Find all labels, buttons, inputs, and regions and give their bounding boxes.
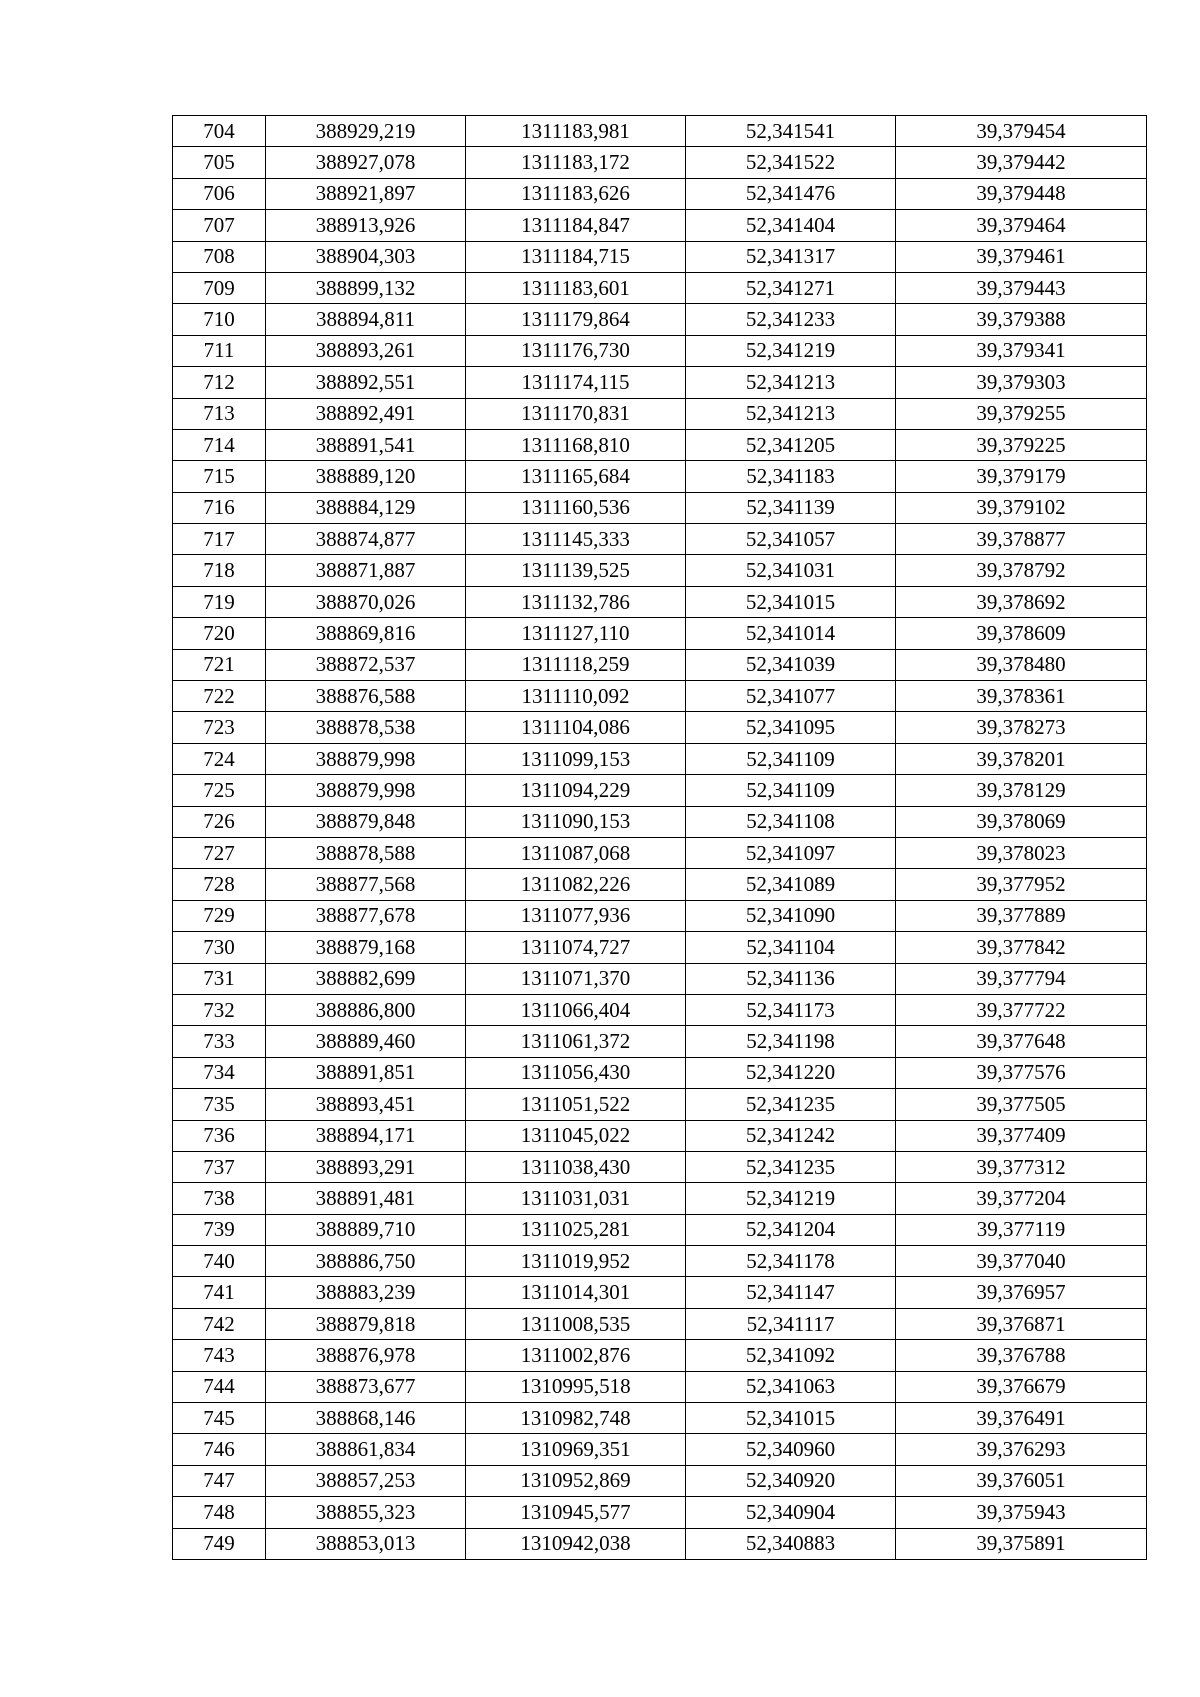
longitude-cell: 39,377505 — [896, 1089, 1147, 1120]
latitude-cell: 52,341109 — [686, 743, 896, 774]
longitude-cell: 39,379179 — [896, 461, 1147, 492]
latitude-cell: 52,341219 — [686, 335, 896, 366]
x-coordinate-cell: 388872,537 — [266, 649, 466, 680]
point-number-cell: 708 — [173, 241, 266, 272]
longitude-cell: 39,377576 — [896, 1057, 1147, 1088]
latitude-cell: 52,341031 — [686, 555, 896, 586]
y-coordinate-cell: 1311025,281 — [466, 1214, 686, 1245]
table-row — [173, 524, 1147, 555]
latitude-cell: 52,340883 — [686, 1528, 896, 1559]
x-coordinate-cell: 388891,481 — [266, 1183, 466, 1214]
latitude-cell: 52,341089 — [686, 869, 896, 900]
y-coordinate-cell: 1310945,577 — [466, 1497, 686, 1528]
longitude-cell: 39,379454 — [896, 116, 1147, 147]
x-coordinate-cell: 388927,078 — [266, 147, 466, 178]
y-coordinate-cell: 1311074,727 — [466, 932, 686, 963]
x-coordinate-cell: 388879,818 — [266, 1308, 466, 1339]
y-coordinate-cell: 1311127,110 — [466, 618, 686, 649]
x-coordinate-cell: 388879,168 — [266, 932, 466, 963]
longitude-cell: 39,375943 — [896, 1497, 1147, 1528]
x-coordinate-cell: 388874,877 — [266, 524, 466, 555]
point-number-cell: 715 — [173, 461, 266, 492]
y-coordinate-cell: 1311061,372 — [466, 1026, 686, 1057]
point-number-cell: 734 — [173, 1057, 266, 1088]
y-coordinate-cell: 1311139,525 — [466, 555, 686, 586]
longitude-cell: 39,376788 — [896, 1340, 1147, 1371]
latitude-cell: 52,341039 — [686, 649, 896, 680]
longitude-cell: 39,377842 — [896, 932, 1147, 963]
latitude-cell: 52,341139 — [686, 492, 896, 523]
point-number-cell: 741 — [173, 1277, 266, 1308]
longitude-cell: 39,379255 — [896, 398, 1147, 429]
y-coordinate-cell: 1310995,518 — [466, 1371, 686, 1402]
y-coordinate-cell: 1311099,153 — [466, 743, 686, 774]
table-row — [173, 1151, 1147, 1182]
point-number-cell: 717 — [173, 524, 266, 555]
point-number-cell: 738 — [173, 1183, 266, 1214]
y-coordinate-cell: 1311160,536 — [466, 492, 686, 523]
x-coordinate-cell: 388889,120 — [266, 461, 466, 492]
latitude-cell: 52,341522 — [686, 147, 896, 178]
latitude-cell: 52,341205 — [686, 429, 896, 460]
coordinates-table-body — [173, 116, 1147, 1560]
longitude-cell: 39,378201 — [896, 743, 1147, 774]
longitude-cell: 39,376491 — [896, 1403, 1147, 1434]
x-coordinate-cell: 388892,491 — [266, 398, 466, 429]
y-coordinate-cell: 1311183,981 — [466, 116, 686, 147]
latitude-cell: 52,341235 — [686, 1089, 896, 1120]
table-row — [173, 1528, 1147, 1559]
longitude-cell: 39,376871 — [896, 1308, 1147, 1339]
longitude-cell: 39,379443 — [896, 272, 1147, 303]
table-row — [173, 1465, 1147, 1496]
x-coordinate-cell: 388877,568 — [266, 869, 466, 900]
point-number-cell: 707 — [173, 210, 266, 241]
table-row — [173, 743, 1147, 774]
table-row — [173, 1340, 1147, 1371]
x-coordinate-cell: 388878,588 — [266, 837, 466, 868]
y-coordinate-cell: 1311174,115 — [466, 367, 686, 398]
point-number-cell: 749 — [173, 1528, 266, 1559]
y-coordinate-cell: 1311132,786 — [466, 586, 686, 617]
point-number-cell: 704 — [173, 116, 266, 147]
x-coordinate-cell: 388871,887 — [266, 555, 466, 586]
point-number-cell: 729 — [173, 900, 266, 931]
y-coordinate-cell: 1311165,684 — [466, 461, 686, 492]
table-row — [173, 963, 1147, 994]
latitude-cell: 52,341213 — [686, 367, 896, 398]
latitude-cell: 52,341097 — [686, 837, 896, 868]
longitude-cell: 39,378273 — [896, 712, 1147, 743]
latitude-cell: 52,341015 — [686, 1403, 896, 1434]
y-coordinate-cell: 1311056,430 — [466, 1057, 686, 1088]
table-row — [173, 1403, 1147, 1434]
latitude-cell: 52,341090 — [686, 900, 896, 931]
table-row — [173, 1497, 1147, 1528]
table-row — [173, 335, 1147, 366]
point-number-cell: 732 — [173, 994, 266, 1025]
latitude-cell: 52,341404 — [686, 210, 896, 241]
y-coordinate-cell: 1311176,730 — [466, 335, 686, 366]
longitude-cell: 39,379388 — [896, 304, 1147, 335]
x-coordinate-cell: 388884,129 — [266, 492, 466, 523]
latitude-cell: 52,341235 — [686, 1151, 896, 1182]
coordinates-table — [172, 115, 1147, 1560]
longitude-cell: 39,375891 — [896, 1528, 1147, 1559]
latitude-cell: 52,341198 — [686, 1026, 896, 1057]
x-coordinate-cell: 388879,998 — [266, 743, 466, 774]
point-number-cell: 740 — [173, 1246, 266, 1277]
point-number-cell: 713 — [173, 398, 266, 429]
y-coordinate-cell: 1310952,869 — [466, 1465, 686, 1496]
y-coordinate-cell: 1310942,038 — [466, 1528, 686, 1559]
x-coordinate-cell: 388891,851 — [266, 1057, 466, 1088]
y-coordinate-cell: 1311145,333 — [466, 524, 686, 555]
table-row — [173, 272, 1147, 303]
y-coordinate-cell: 1311170,831 — [466, 398, 686, 429]
table-row — [173, 210, 1147, 241]
table-row — [173, 1308, 1147, 1339]
table-row — [173, 837, 1147, 868]
x-coordinate-cell: 388879,848 — [266, 806, 466, 837]
table-row — [173, 1026, 1147, 1057]
x-coordinate-cell: 388894,171 — [266, 1120, 466, 1151]
latitude-cell: 52,341242 — [686, 1120, 896, 1151]
longitude-cell: 39,377889 — [896, 900, 1147, 931]
latitude-cell: 52,341476 — [686, 178, 896, 209]
longitude-cell: 39,379442 — [896, 147, 1147, 178]
longitude-cell: 39,376293 — [896, 1434, 1147, 1465]
point-number-cell: 724 — [173, 743, 266, 774]
x-coordinate-cell: 388855,323 — [266, 1497, 466, 1528]
point-number-cell: 711 — [173, 335, 266, 366]
x-coordinate-cell: 388870,026 — [266, 586, 466, 617]
x-coordinate-cell: 388893,261 — [266, 335, 466, 366]
table-row — [173, 869, 1147, 900]
point-number-cell: 722 — [173, 681, 266, 712]
table-row — [173, 1089, 1147, 1120]
table-row — [173, 806, 1147, 837]
point-number-cell: 716 — [173, 492, 266, 523]
longitude-cell: 39,379303 — [896, 367, 1147, 398]
table-row — [173, 1214, 1147, 1245]
y-coordinate-cell: 1311082,226 — [466, 869, 686, 900]
longitude-cell: 39,379341 — [896, 335, 1147, 366]
x-coordinate-cell: 388886,800 — [266, 994, 466, 1025]
y-coordinate-cell: 1311087,068 — [466, 837, 686, 868]
longitude-cell: 39,377648 — [896, 1026, 1147, 1057]
x-coordinate-cell: 388853,013 — [266, 1528, 466, 1559]
longitude-cell: 39,377409 — [896, 1120, 1147, 1151]
point-number-cell: 731 — [173, 963, 266, 994]
latitude-cell: 52,341104 — [686, 932, 896, 963]
longitude-cell: 39,379461 — [896, 241, 1147, 272]
y-coordinate-cell: 1311104,086 — [466, 712, 686, 743]
table-row — [173, 1120, 1147, 1151]
y-coordinate-cell: 1311118,259 — [466, 649, 686, 680]
point-number-cell: 705 — [173, 147, 266, 178]
table-row — [173, 367, 1147, 398]
table-row — [173, 900, 1147, 931]
x-coordinate-cell: 388857,253 — [266, 1465, 466, 1496]
point-number-cell: 709 — [173, 272, 266, 303]
y-coordinate-cell: 1310969,351 — [466, 1434, 686, 1465]
longitude-cell: 39,379225 — [896, 429, 1147, 460]
longitude-cell: 39,376679 — [896, 1371, 1147, 1402]
point-number-cell: 737 — [173, 1151, 266, 1182]
table-row — [173, 241, 1147, 272]
latitude-cell: 52,341108 — [686, 806, 896, 837]
longitude-cell: 39,377204 — [896, 1183, 1147, 1214]
latitude-cell: 52,341057 — [686, 524, 896, 555]
y-coordinate-cell: 1311094,229 — [466, 775, 686, 806]
x-coordinate-cell: 388889,460 — [266, 1026, 466, 1057]
y-coordinate-cell: 1310982,748 — [466, 1403, 686, 1434]
longitude-cell: 39,378609 — [896, 618, 1147, 649]
x-coordinate-cell: 388904,303 — [266, 241, 466, 272]
y-coordinate-cell: 1311008,535 — [466, 1308, 686, 1339]
longitude-cell: 39,378023 — [896, 837, 1147, 868]
y-coordinate-cell: 1311019,952 — [466, 1246, 686, 1277]
point-number-cell: 720 — [173, 618, 266, 649]
x-coordinate-cell: 388886,750 — [266, 1246, 466, 1277]
x-coordinate-cell: 388892,551 — [266, 367, 466, 398]
x-coordinate-cell: 388868,146 — [266, 1403, 466, 1434]
latitude-cell: 52,341109 — [686, 775, 896, 806]
point-number-cell: 714 — [173, 429, 266, 460]
longitude-cell: 39,379464 — [896, 210, 1147, 241]
point-number-cell: 712 — [173, 367, 266, 398]
point-number-cell: 745 — [173, 1403, 266, 1434]
x-coordinate-cell: 388882,699 — [266, 963, 466, 994]
x-coordinate-cell: 388893,451 — [266, 1089, 466, 1120]
point-number-cell: 736 — [173, 1120, 266, 1151]
table-row — [173, 775, 1147, 806]
table-row — [173, 932, 1147, 963]
x-coordinate-cell: 388894,811 — [266, 304, 466, 335]
x-coordinate-cell: 388891,541 — [266, 429, 466, 460]
latitude-cell: 52,340960 — [686, 1434, 896, 1465]
table-row — [173, 1057, 1147, 1088]
table-row — [173, 1371, 1147, 1402]
y-coordinate-cell: 1311051,522 — [466, 1089, 686, 1120]
latitude-cell: 52,341220 — [686, 1057, 896, 1088]
point-number-cell: 725 — [173, 775, 266, 806]
y-coordinate-cell: 1311183,601 — [466, 272, 686, 303]
point-number-cell: 727 — [173, 837, 266, 868]
point-number-cell: 730 — [173, 932, 266, 963]
x-coordinate-cell: 388869,816 — [266, 618, 466, 649]
table-row — [173, 555, 1147, 586]
table-row — [173, 461, 1147, 492]
longitude-cell: 39,377040 — [896, 1246, 1147, 1277]
y-coordinate-cell: 1311168,810 — [466, 429, 686, 460]
latitude-cell: 52,341178 — [686, 1246, 896, 1277]
y-coordinate-cell: 1311002,876 — [466, 1340, 686, 1371]
x-coordinate-cell: 388913,926 — [266, 210, 466, 241]
x-coordinate-cell: 388929,219 — [266, 116, 466, 147]
point-number-cell: 735 — [173, 1089, 266, 1120]
longitude-cell: 39,376957 — [896, 1277, 1147, 1308]
point-number-cell: 718 — [173, 555, 266, 586]
x-coordinate-cell: 388879,998 — [266, 775, 466, 806]
latitude-cell: 52,341063 — [686, 1371, 896, 1402]
point-number-cell: 739 — [173, 1214, 266, 1245]
table-row — [173, 492, 1147, 523]
longitude-cell: 39,377952 — [896, 869, 1147, 900]
x-coordinate-cell: 388861,834 — [266, 1434, 466, 1465]
point-number-cell: 719 — [173, 586, 266, 617]
longitude-cell: 39,378480 — [896, 649, 1147, 680]
latitude-cell: 52,341271 — [686, 272, 896, 303]
table-row — [173, 398, 1147, 429]
point-number-cell: 728 — [173, 869, 266, 900]
x-coordinate-cell: 388876,978 — [266, 1340, 466, 1371]
longitude-cell: 39,376051 — [896, 1465, 1147, 1496]
table-row — [173, 994, 1147, 1025]
latitude-cell: 52,341317 — [686, 241, 896, 272]
latitude-cell: 52,341147 — [686, 1277, 896, 1308]
point-number-cell: 746 — [173, 1434, 266, 1465]
x-coordinate-cell: 388889,710 — [266, 1214, 466, 1245]
latitude-cell: 52,341014 — [686, 618, 896, 649]
y-coordinate-cell: 1311031,031 — [466, 1183, 686, 1214]
y-coordinate-cell: 1311014,301 — [466, 1277, 686, 1308]
table-row — [173, 116, 1147, 147]
point-number-cell: 743 — [173, 1340, 266, 1371]
table-row — [173, 304, 1147, 335]
latitude-cell: 52,340904 — [686, 1497, 896, 1528]
latitude-cell: 52,341541 — [686, 116, 896, 147]
latitude-cell: 52,340920 — [686, 1465, 896, 1496]
table-row — [173, 178, 1147, 209]
y-coordinate-cell: 1311179,864 — [466, 304, 686, 335]
y-coordinate-cell: 1311184,847 — [466, 210, 686, 241]
latitude-cell: 52,341136 — [686, 963, 896, 994]
table-row — [173, 1434, 1147, 1465]
x-coordinate-cell: 388899,132 — [266, 272, 466, 303]
y-coordinate-cell: 1311071,370 — [466, 963, 686, 994]
y-coordinate-cell: 1311045,022 — [466, 1120, 686, 1151]
x-coordinate-cell: 388893,291 — [266, 1151, 466, 1182]
table-row — [173, 618, 1147, 649]
table-row — [173, 147, 1147, 178]
point-number-cell: 706 — [173, 178, 266, 209]
y-coordinate-cell: 1311066,404 — [466, 994, 686, 1025]
point-number-cell: 710 — [173, 304, 266, 335]
point-number-cell: 748 — [173, 1497, 266, 1528]
table-row — [173, 1277, 1147, 1308]
latitude-cell: 52,341077 — [686, 681, 896, 712]
table-row — [173, 649, 1147, 680]
table-row — [173, 1183, 1147, 1214]
table-row — [173, 586, 1147, 617]
x-coordinate-cell: 388877,678 — [266, 900, 466, 931]
x-coordinate-cell: 388883,239 — [266, 1277, 466, 1308]
longitude-cell: 39,378129 — [896, 775, 1147, 806]
longitude-cell: 39,378692 — [896, 586, 1147, 617]
point-number-cell: 733 — [173, 1026, 266, 1057]
longitude-cell: 39,377119 — [896, 1214, 1147, 1245]
x-coordinate-cell: 388876,588 — [266, 681, 466, 712]
y-coordinate-cell: 1311110,092 — [466, 681, 686, 712]
table-row — [173, 429, 1147, 460]
y-coordinate-cell: 1311077,936 — [466, 900, 686, 931]
latitude-cell: 52,341219 — [686, 1183, 896, 1214]
point-number-cell: 747 — [173, 1465, 266, 1496]
y-coordinate-cell: 1311183,626 — [466, 178, 686, 209]
point-number-cell: 742 — [173, 1308, 266, 1339]
latitude-cell: 52,341015 — [686, 586, 896, 617]
y-coordinate-cell: 1311038,430 — [466, 1151, 686, 1182]
latitude-cell: 52,341092 — [686, 1340, 896, 1371]
point-number-cell: 744 — [173, 1371, 266, 1402]
longitude-cell: 39,378361 — [896, 681, 1147, 712]
latitude-cell: 52,341117 — [686, 1308, 896, 1339]
longitude-cell: 39,377794 — [896, 963, 1147, 994]
latitude-cell: 52,341173 — [686, 994, 896, 1025]
longitude-cell: 39,378069 — [896, 806, 1147, 837]
x-coordinate-cell: 388878,538 — [266, 712, 466, 743]
point-number-cell: 721 — [173, 649, 266, 680]
table-row — [173, 681, 1147, 712]
latitude-cell: 52,341213 — [686, 398, 896, 429]
y-coordinate-cell: 1311183,172 — [466, 147, 686, 178]
point-number-cell: 726 — [173, 806, 266, 837]
latitude-cell: 52,341204 — [686, 1214, 896, 1245]
y-coordinate-cell: 1311090,153 — [466, 806, 686, 837]
point-number-cell: 723 — [173, 712, 266, 743]
table-row — [173, 1246, 1147, 1277]
longitude-cell: 39,379448 — [896, 178, 1147, 209]
x-coordinate-cell: 388873,677 — [266, 1371, 466, 1402]
longitude-cell: 39,378877 — [896, 524, 1147, 555]
y-coordinate-cell: 1311184,715 — [466, 241, 686, 272]
table-row — [173, 712, 1147, 743]
x-coordinate-cell: 388921,897 — [266, 178, 466, 209]
longitude-cell: 39,379102 — [896, 492, 1147, 523]
longitude-cell: 39,378792 — [896, 555, 1147, 586]
latitude-cell: 52,341233 — [686, 304, 896, 335]
latitude-cell: 52,341183 — [686, 461, 896, 492]
longitude-cell: 39,377722 — [896, 994, 1147, 1025]
latitude-cell: 52,341095 — [686, 712, 896, 743]
longitude-cell: 39,377312 — [896, 1151, 1147, 1182]
